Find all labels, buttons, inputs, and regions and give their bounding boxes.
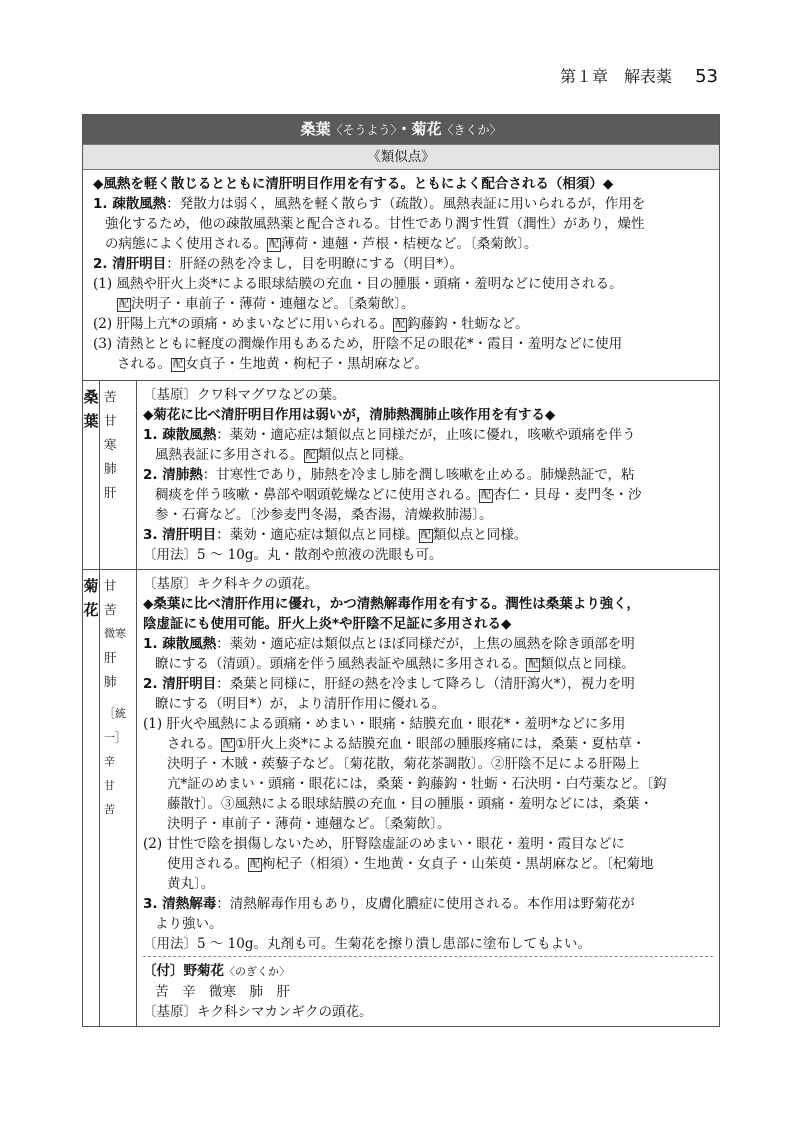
similarity-item-2: 2. 清肝明目：肝経の熱を冷まし，目を明瞭にする（明目*）。	[93, 256, 464, 272]
page-header	[560, 64, 718, 87]
chapter-title: 第１章 解表薬	[559, 67, 672, 86]
config-mark-icon: 配	[420, 530, 431, 541]
config-mark-icon: 配	[250, 859, 260, 870]
herb-properties: 苦 甘 寒 肺 肝	[100, 381, 137, 569]
config-mark-icon: 配	[528, 659, 539, 670]
config-mark-icon: 配	[223, 739, 233, 750]
table-title: 桑葉〈そうよう〉・菊花〈きくか〉	[83, 115, 719, 144]
config-mark-icon: 配	[481, 490, 491, 501]
config-mark-icon: 配	[269, 239, 279, 250]
page-number: 53	[695, 66, 718, 87]
herb-properties: 甘 苦 微寒 肝 肺 ［統一］ 辛 甘 苦	[100, 570, 137, 1026]
similarity-section: ◆風熱を軽く散じるとともに清肝明目作用を有する。ともによく配合される（相須）◆ 1. 疎散風熱：発散力は弱く，風熱を軽く散らす（疏散）。風熱表証に用いられるが，作用を 強化するため，他の疎散風熱薬と配合される。甘性であり潤す性質（潤性）があり，燥性 の病態によく使用される。 配 薄荷・連翹・芦根・桔梗など。〔桑菊飲〕。 2. 清肝明目：肝経の熱を冷まし，目を明瞭にする（明目*）。 (1) 風熱や肝火上炎*による眼球結膜の充血・目の腫脹・頭痛・羞明などに使用される。 配 決明子・車前子・薄荷・連翹など。〔桑菊飲〕。 (2) 肝陽上亢*の頭痛・めまいなどに用いられる。 配 鈎藤鈎・牡蛎など。 (3) 清熱とともに軽度の潤燥作用もあるため，肝陰不足の眼花*・霞目・羞明などに使用 される。 配 女貞子・生地黄・枸杞子・黒胡麻など。	[83, 170, 719, 381]
sangyo-row	[83, 381, 719, 570]
similarity-header: 《類似点》	[83, 144, 719, 170]
config-mark-icon: 配	[395, 319, 406, 330]
herb-name-kikuka: 菊 花	[83, 570, 100, 1026]
herb-content: 〔基原〕キク科キクの頭花。 ◆桑葉に比べ清肝作用に優れ，かつ清熱解毒作用を有する。潤性は桑葉より強く， 陰虚証にも使用可能。肝火上炎*や肝陰不足証に多用される◆ 1. 疎散風熱：薬効・適応症は類似点とほぼ同様だが，上焦の風熱を除き頭部を明 瞭にする（清頭）。頭痛を伴う風熱表証や風熱に多用される。 配 類似点と同様。 2. 清肝明目：桑葉と同様に，肝経の熱を冷まして降ろし（清肝瀉火*），視力を明 瞭にする（明目*）が，より清肝作用に優れる。 (1) 肝火や風熱による頭痛・めまい・眼痛・結膜充血・眼花*・羞明*などに多用 される。 配 ①肝火上炎*による結膜充血・眼部の腫脹疼痛には，桑葉・夏枯草・ 決明子・木賊・蒺藜子など。〔菊花散，菊花茶調散〕。②肝陰不足による肝陽上 亢*証のめまい・頭痛・眼花には，桑葉・鈎藤鈎・牡蛎・石決明・白芍薬など。〔鈎 藤散†〕。③風熱による眼球結膜の充血・目の腫脹・頭痛・羞明などには，桑葉・ 決明子・車前子・薄荷・連翹など。〔桑菊飲〕。 (2) 甘性で陰を損傷しないため，肝腎陰虚証のめまい・眼花・羞明・霞目などに 使用される。 配 枸杞子（相須）・生地黄・女貞子・山茱萸・黒胡麻など。〔杞菊地 黄丸〕。 3. 清熱解毒：清熱解毒作用もあり，皮膚化膿症に使用される。本作用は野菊花が より強い。 〔用法〕5 ～ 10g。丸剤も可。生菊花を擦り潰し患部に塗布してもよい。 〔付〕野菊花〈のぎくか〉 苦 辛 微寒 肺 肝 〔基原〕キク科シマカンギクの頭花。	[137, 570, 719, 1026]
appendix-nogikuka: 〔付〕野菊花〈のぎくか〉 苦 辛 微寒 肺 肝 〔基原〕キク科シマカンギクの頭花。	[143, 956, 713, 1022]
kikuka-row	[83, 570, 719, 1026]
config-mark-icon: 配	[305, 450, 316, 461]
similarity-headline: ◆風熱を軽く散じるとともに清肝明目作用を有する。ともによく配合される（相須）◆	[93, 176, 614, 192]
herb-content: 〔基原〕クワ科マグワなどの葉。 ◆菊花に比べ清肝明目作用は弱いが，清肺熱潤肺止咳作用を有する◆ 1. 疎散風熱：薬効・適応症は類似点と同様だが，止咳に優れ，咳嗽や頭痛を伴う 風熱表証に多用される。 配 類似点と同様。 2. 清肺熱：甘寒性であり，肺熱を冷まし肺を潤し咳嗽を止める。肺燥熱証で，粘 稠痰を伴う咳嗽・鼻部や咽頭乾燥などに使用される。 配 杏仁・貝母・麦門冬・沙 参・石膏など。〔沙参麦門冬湯，桑杏湯，清燥救肺湯〕。 3. 清肝明目：薬効・適応症は類似点と同様。 配 類似点と同様。 〔用法〕5 ～ 10g。丸・散剤や煎液の洗眼も可。	[143, 387, 642, 563]
herb-table	[82, 114, 720, 1027]
unified-label: ［統一］	[104, 707, 126, 744]
herb-name-sangyo: 桑 葉	[83, 381, 100, 569]
similarity-item-1: 1. 疎散風熱：発散力は弱く，風熱を軽く散らす（疏散）。風熱表証に用いられるが，作用を	[93, 196, 646, 212]
config-mark-icon: 配	[119, 299, 129, 310]
config-mark-icon: 配	[173, 359, 183, 370]
